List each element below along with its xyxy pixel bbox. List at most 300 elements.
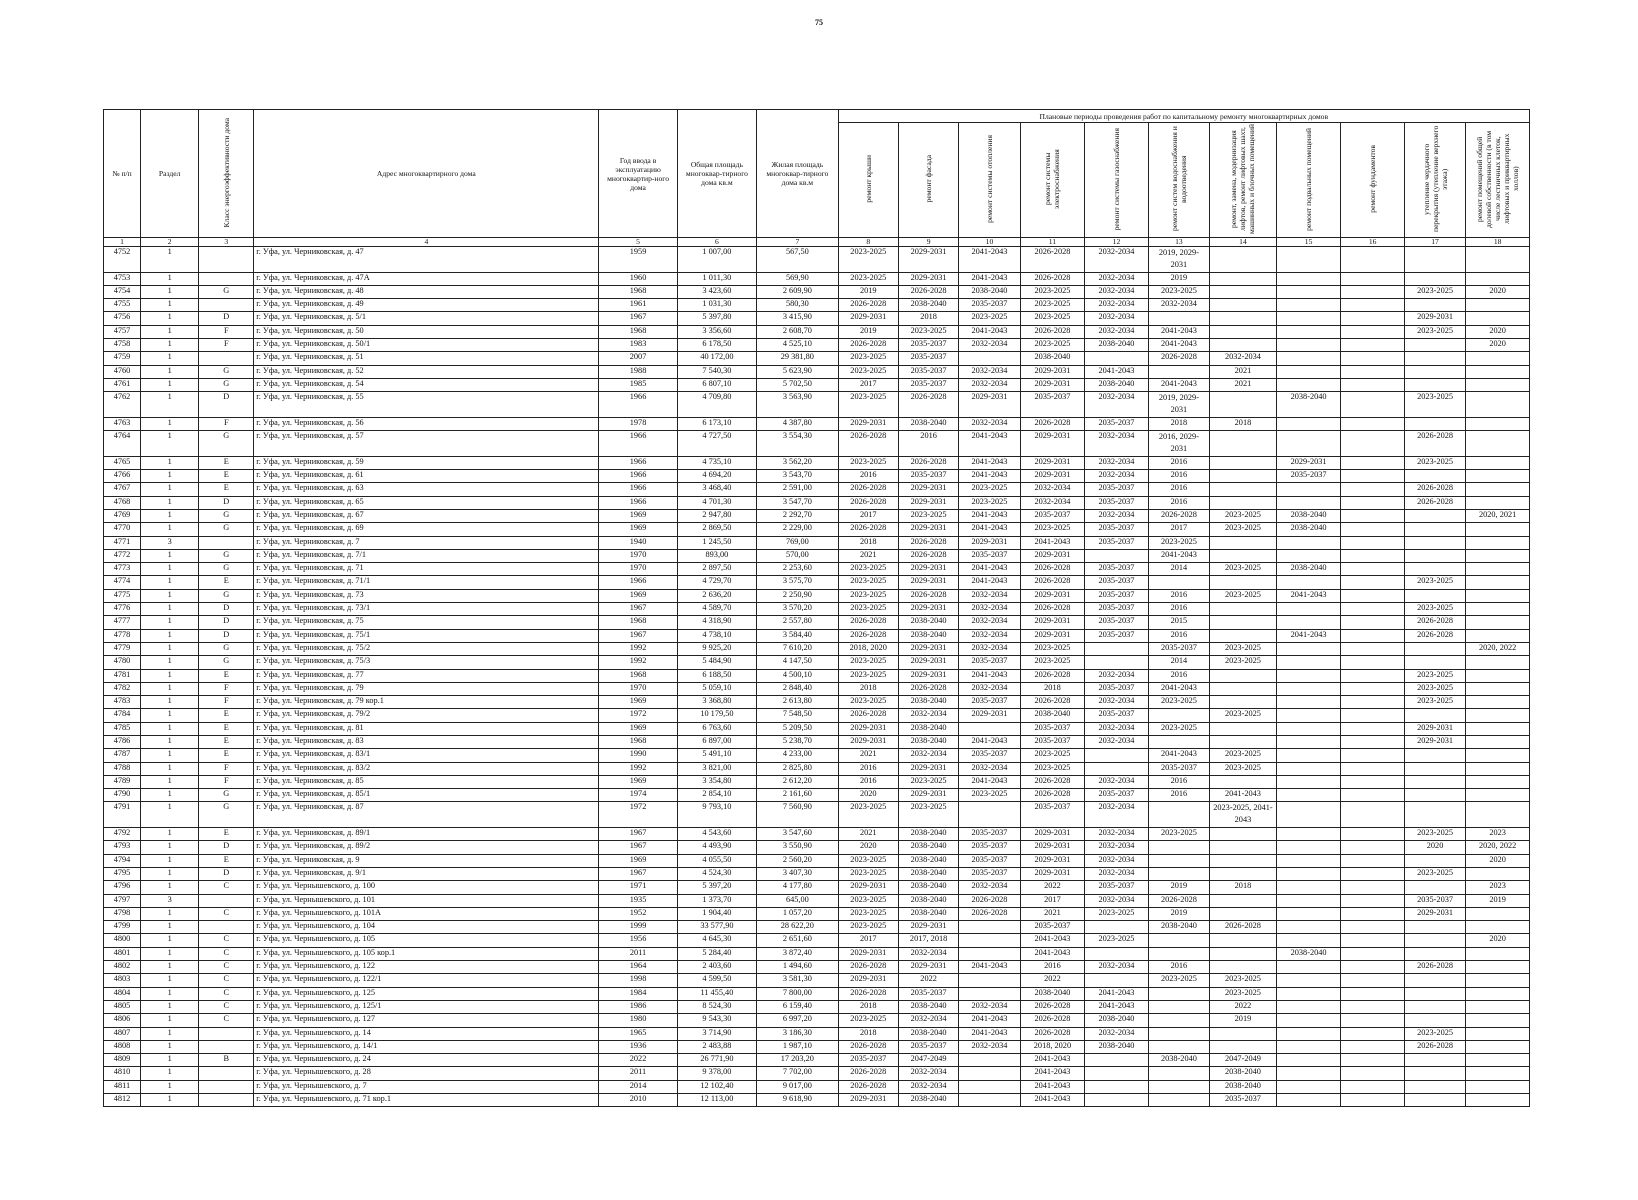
cell-common-premises-repair	[1466, 563, 1530, 576]
cell-attic-insulation: 2020	[1404, 841, 1465, 854]
cell-facade-repair: 2023-2025	[898, 802, 958, 828]
cell-water-repair	[1148, 854, 1209, 867]
cell-total-area: 9 925,20	[677, 642, 756, 655]
cell-address: г. Уфа, ул. Черниковская, д. 7	[254, 536, 599, 549]
cell-row-number: 4757	[104, 325, 141, 338]
cell-living-area: 6 997,20	[757, 1014, 839, 1027]
cell-water-repair: 2016	[1148, 496, 1209, 509]
cell-section: 1	[141, 841, 199, 854]
table-row	[104, 974, 1530, 987]
cell-gas-repair: 2038-2040	[1085, 1014, 1149, 1027]
cell-facade-repair: 2018	[898, 312, 958, 325]
cell-attic-insulation: 2035-2037	[1404, 894, 1465, 907]
page-number: 75	[815, 18, 823, 27]
cell-electricity-repair: 2021	[1020, 907, 1085, 920]
cell-common-premises-repair	[1466, 247, 1530, 273]
cell-foundation-repair	[1341, 749, 1405, 762]
cell-foundation-repair	[1341, 642, 1405, 655]
cell-facade-repair: 2038-2040	[898, 841, 958, 854]
cell-energy-class: E	[199, 854, 254, 867]
col-header-basement-label: ремонт подвальных помещений	[1304, 127, 1314, 231]
cell-row-number: 4811	[104, 1080, 141, 1093]
cell-row-number: 4769	[104, 509, 141, 522]
table-row	[104, 392, 1530, 418]
cell-basement-repair	[1276, 934, 1341, 947]
cell-section: 3	[141, 894, 199, 907]
cell-heating-repair: 2041-2043	[959, 576, 1020, 589]
cell-facade-repair: 2038-2040	[898, 629, 958, 642]
cell-common-premises-repair: 2019	[1466, 894, 1530, 907]
cell-living-area: 4 147,50	[757, 656, 839, 669]
cell-water-repair	[1148, 576, 1209, 589]
cell-gas-repair: 2032-2034	[1085, 470, 1149, 483]
col-header-roof	[838, 123, 898, 238]
cell-basement-repair	[1276, 894, 1341, 907]
cell-attic-insulation	[1404, 642, 1465, 655]
cell-year-built: 2014	[599, 1080, 677, 1093]
cell-year-built: 1986	[599, 1000, 677, 1013]
cell-total-area: 4 543,60	[677, 828, 756, 841]
cell-year-built: 1966	[599, 431, 677, 457]
cell-living-area: 3 575,70	[757, 576, 839, 589]
column-number: 14	[1210, 238, 1277, 247]
col-header-attic-insulation-label: утепление чердачного перекрытия (утепление верхнего этажа)	[1421, 125, 1449, 233]
cell-electricity-repair: 2023-2025	[1020, 762, 1085, 775]
cell-row-number: 4754	[104, 285, 141, 298]
cell-foundation-repair	[1341, 339, 1405, 352]
cell-facade-repair: 2026-2028	[898, 456, 958, 469]
cell-facade-repair: 2038-2040	[898, 1000, 958, 1013]
cell-attic-insulation: 2029-2031	[1404, 907, 1465, 920]
cell-elevator-repair	[1210, 299, 1277, 312]
cell-water-repair	[1148, 312, 1209, 325]
cell-section: 1	[141, 576, 199, 589]
cell-heating-repair: 2041-2043	[959, 509, 1020, 522]
cell-water-repair: 2041-2043	[1148, 325, 1209, 338]
cell-elevator-repair	[1210, 576, 1277, 589]
cell-common-premises-repair	[1466, 722, 1530, 735]
cell-total-area: 4 599,50	[677, 974, 756, 987]
col-header-year: Год ввода в эксплуатацию многоквартир-ного дома	[599, 110, 677, 238]
cell-gas-repair: 2035-2037	[1085, 709, 1149, 722]
table-row	[104, 642, 1530, 655]
cell-foundation-repair	[1341, 1054, 1405, 1067]
cell-common-premises-repair: 2020, 2022	[1466, 642, 1530, 655]
cell-living-area: 3 547,60	[757, 828, 839, 841]
cell-roof-repair: 2023-2025	[838, 365, 898, 378]
cell-elevator-repair	[1210, 392, 1277, 418]
cell-gas-repair	[1085, 749, 1149, 762]
cell-heating-repair	[959, 1080, 1020, 1093]
cell-gas-repair: 2035-2037	[1085, 682, 1149, 695]
cell-water-repair: 2016	[1148, 483, 1209, 496]
cell-gas-repair: 2032-2034	[1085, 854, 1149, 867]
cell-electricity-repair: 2026-2028	[1020, 563, 1085, 576]
cell-address: г. Уфа, ул. Черниковская, д. 89/1	[254, 828, 599, 841]
cell-living-area: 1 057,20	[757, 907, 839, 920]
cell-section: 1	[141, 1027, 199, 1040]
cell-foundation-repair	[1341, 1000, 1405, 1013]
cell-attic-insulation: 2026-2028	[1404, 629, 1465, 642]
cell-section: 1	[141, 325, 199, 338]
cell-electricity-repair: 2041-2043	[1020, 1054, 1085, 1067]
cell-living-area: 2 651,60	[757, 934, 839, 947]
cell-elevator-repair	[1210, 961, 1277, 974]
cell-roof-repair: 2026-2028	[838, 616, 898, 629]
col-header-basement	[1276, 123, 1341, 238]
col-header-gas	[1085, 123, 1149, 238]
cell-attic-insulation	[1404, 549, 1465, 562]
cell-total-area: 33 577,90	[677, 921, 756, 934]
cell-elevator-repair: 2018	[1210, 417, 1277, 430]
cell-total-area: 12 102,40	[677, 1080, 756, 1093]
cell-electricity-repair: 2022	[1020, 974, 1085, 987]
cell-year-built: 1935	[599, 894, 677, 907]
cell-gas-repair: 2032-2034	[1085, 802, 1149, 828]
cell-heating-repair: 2032-2034	[959, 616, 1020, 629]
cell-water-repair: 2016, 2029-2031	[1148, 431, 1209, 457]
cell-gas-repair: 2035-2037	[1085, 603, 1149, 616]
column-numbers-row	[104, 238, 1530, 247]
col-header-electricity-label: ремонт системы электроснабжения	[1043, 149, 1062, 209]
cell-facade-repair: 2017, 2018	[898, 934, 958, 947]
column-number: 16	[1341, 238, 1405, 247]
cell-address: г. Уфа, ул. Черниковская, д. 65	[254, 496, 599, 509]
cell-electricity-repair: 2018, 2020	[1020, 1040, 1085, 1053]
cell-energy-class: E	[199, 828, 254, 841]
cell-address: г. Уфа, ул. Черниковская, д. 7/1	[254, 549, 599, 562]
cell-roof-repair: 2029-2031	[838, 1094, 898, 1107]
cell-living-area: 3 186,30	[757, 1027, 839, 1040]
cell-roof-repair: 2018	[838, 536, 898, 549]
cell-energy-class: D	[199, 496, 254, 509]
cell-basement-repair	[1276, 417, 1341, 430]
cell-energy-class	[199, 1080, 254, 1093]
cell-year-built: 1969	[599, 775, 677, 788]
cell-water-repair	[1148, 1080, 1209, 1093]
cell-foundation-repair	[1341, 1040, 1405, 1053]
cell-attic-insulation	[1404, 802, 1465, 828]
cell-basement-repair	[1276, 365, 1341, 378]
table-row	[104, 247, 1530, 273]
cell-roof-repair: 2020	[838, 841, 898, 854]
cell-living-area: 7 800,00	[757, 987, 839, 1000]
cell-section: 1	[141, 749, 199, 762]
table-row	[104, 696, 1530, 709]
cell-energy-class: G	[199, 656, 254, 669]
cell-total-area: 2 403,60	[677, 961, 756, 974]
cell-attic-insulation: 2023-2025	[1404, 669, 1465, 682]
cell-year-built: 1969	[599, 696, 677, 709]
cell-year-built: 2010	[599, 1094, 677, 1107]
cell-foundation-repair	[1341, 603, 1405, 616]
cell-section: 1	[141, 1000, 199, 1013]
cell-facade-repair: 2029-2031	[898, 642, 958, 655]
cell-basement-repair	[1276, 642, 1341, 655]
cell-heating-repair: 2035-2037	[959, 867, 1020, 880]
cell-electricity-repair: 2029-2031	[1020, 378, 1085, 391]
capital-repair-table-sheet	[103, 109, 1530, 1107]
cell-elevator-repair: 2021	[1210, 378, 1277, 391]
cell-basement-repair	[1276, 881, 1341, 894]
cell-gas-repair	[1085, 549, 1149, 562]
cell-facade-repair: 2023-2025	[898, 775, 958, 788]
cell-year-built: 1969	[599, 722, 677, 735]
cell-address: г. Уфа, ул. Чернышевского, д. 28	[254, 1067, 599, 1080]
cell-address: г. Уфа, ул. Чернышевского, д. 101А	[254, 907, 599, 920]
cell-foundation-repair	[1341, 854, 1405, 867]
cell-water-repair: 2016	[1148, 669, 1209, 682]
cell-water-repair	[1148, 1067, 1209, 1080]
cell-roof-repair: 2016	[838, 762, 898, 775]
cell-address: г. Уфа, ул. Черниковская, д. 9/1	[254, 867, 599, 880]
table-header	[104, 110, 1530, 247]
cell-electricity-repair: 2023-2025	[1020, 285, 1085, 298]
cell-section: 1	[141, 629, 199, 642]
cell-electricity-repair: 2026-2028	[1020, 669, 1085, 682]
cell-attic-insulation	[1404, 523, 1465, 536]
cell-facade-repair: 2029-2031	[898, 563, 958, 576]
cell-section: 1	[141, 775, 199, 788]
cell-year-built: 1964	[599, 961, 677, 974]
cell-living-area: 3 581,30	[757, 974, 839, 987]
cell-energy-class: E	[199, 576, 254, 589]
cell-living-area: 4 525,10	[757, 339, 839, 352]
cell-water-repair: 2016	[1148, 589, 1209, 602]
cell-water-repair	[1148, 709, 1209, 722]
cell-energy-class: G	[199, 589, 254, 602]
cell-water-repair	[1148, 841, 1209, 854]
cell-year-built: 1967	[599, 841, 677, 854]
cell-foundation-repair	[1341, 509, 1405, 522]
cell-living-area: 5 623,90	[757, 365, 839, 378]
cell-electricity-repair: 2017	[1020, 894, 1085, 907]
cell-heating-repair: 2035-2037	[959, 841, 1020, 854]
cell-roof-repair: 2026-2028	[838, 1080, 898, 1093]
cell-facade-repair: 2029-2031	[898, 247, 958, 273]
cell-energy-class: E	[199, 722, 254, 735]
cell-foundation-repair	[1341, 789, 1405, 802]
cell-water-repair: 2023-2025	[1148, 722, 1209, 735]
cell-total-area: 6 173,10	[677, 417, 756, 430]
cell-attic-insulation	[1404, 352, 1465, 365]
cell-energy-class: D	[199, 616, 254, 629]
cell-basement-repair	[1276, 616, 1341, 629]
cell-attic-insulation: 2026-2028	[1404, 961, 1465, 974]
cell-water-repair: 2023-2025	[1148, 285, 1209, 298]
column-number: 1	[104, 238, 141, 247]
cell-total-area: 4 589,70	[677, 603, 756, 616]
cell-section: 1	[141, 1054, 199, 1067]
cell-living-area: 3 584,40	[757, 629, 839, 642]
cell-heating-repair	[959, 934, 1020, 947]
cell-water-repair: 2026-2028	[1148, 509, 1209, 522]
cell-basement-repair	[1276, 576, 1341, 589]
cell-basement-repair: 2038-2040	[1276, 509, 1341, 522]
cell-row-number: 4755	[104, 299, 141, 312]
table-row	[104, 563, 1530, 576]
cell-attic-insulation	[1404, 775, 1465, 788]
cell-facade-repair: 2026-2028	[898, 285, 958, 298]
cell-foundation-repair	[1341, 470, 1405, 483]
cell-foundation-repair	[1341, 921, 1405, 934]
table-row	[104, 1027, 1530, 1040]
cell-energy-class: C	[199, 961, 254, 974]
cell-roof-repair: 2023-2025	[838, 696, 898, 709]
cell-elevator-repair	[1210, 735, 1277, 748]
cell-section: 1	[141, 365, 199, 378]
cell-row-number: 4758	[104, 339, 141, 352]
cell-elevator-repair	[1210, 1027, 1277, 1040]
cell-roof-repair: 2026-2028	[838, 1040, 898, 1053]
cell-basement-repair	[1276, 312, 1341, 325]
cell-basement-repair	[1276, 1080, 1341, 1093]
cell-attic-insulation	[1404, 656, 1465, 669]
cell-section: 1	[141, 509, 199, 522]
cell-row-number: 4763	[104, 417, 141, 430]
cell-elevator-repair	[1210, 867, 1277, 880]
cell-living-area: 3 570,20	[757, 603, 839, 616]
table-row	[104, 312, 1530, 325]
cell-total-area: 2 897,50	[677, 563, 756, 576]
cell-electricity-repair: 2026-2028	[1020, 696, 1085, 709]
cell-roof-repair: 2023-2025	[838, 894, 898, 907]
cell-energy-class: D	[199, 841, 254, 854]
cell-roof-repair: 2020	[838, 789, 898, 802]
cell-basement-repair	[1276, 1054, 1341, 1067]
cell-common-premises-repair	[1466, 749, 1530, 762]
table-row	[104, 299, 1530, 312]
cell-water-repair: 2041-2043	[1148, 749, 1209, 762]
cell-common-premises-repair	[1466, 1054, 1530, 1067]
cell-heating-repair: 2041-2043	[959, 961, 1020, 974]
cell-section: 1	[141, 709, 199, 722]
cell-row-number: 4806	[104, 1014, 141, 1027]
cell-address: г. Уфа, ул. Чернышевского, д. 100	[254, 881, 599, 894]
cell-facade-repair: 2035-2037	[898, 378, 958, 391]
cell-foundation-repair	[1341, 894, 1405, 907]
cell-gas-repair	[1085, 762, 1149, 775]
cell-basement-repair	[1276, 987, 1341, 1000]
cell-address: г. Уфа, ул. Черниковская, д. 54	[254, 378, 599, 391]
cell-electricity-repair: 2029-2031	[1020, 867, 1085, 880]
cell-foundation-repair	[1341, 629, 1405, 642]
cell-total-area: 11 455,40	[677, 987, 756, 1000]
cell-gas-repair: 2023-2025	[1085, 934, 1149, 947]
cell-foundation-repair	[1341, 325, 1405, 338]
cell-roof-repair: 2016	[838, 775, 898, 788]
cell-attic-insulation	[1404, 1094, 1465, 1107]
cell-water-repair: 2019, 2029-2031	[1148, 392, 1209, 418]
cell-electricity-repair: 2038-2040	[1020, 352, 1085, 365]
cell-electricity-repair: 2035-2037	[1020, 722, 1085, 735]
cell-year-built: 1983	[599, 339, 677, 352]
cell-water-repair: 2023-2025	[1148, 696, 1209, 709]
cell-energy-class: F	[199, 339, 254, 352]
cell-water-repair: 2038-2040	[1148, 1054, 1209, 1067]
table-row	[104, 722, 1530, 735]
cell-address: г. Уфа, ул. Чернышевского, д. 125/1	[254, 1000, 599, 1013]
cell-section: 1	[141, 642, 199, 655]
cell-address: г. Уфа, ул. Черниковская, д. 83/1	[254, 749, 599, 762]
cell-year-built: 1990	[599, 749, 677, 762]
table-row	[104, 603, 1530, 616]
cell-elevator-repair	[1210, 616, 1277, 629]
cell-common-premises-repair	[1466, 365, 1530, 378]
cell-gas-repair: 2032-2034	[1085, 299, 1149, 312]
cell-address: г. Уфа, ул. Чернышевского, д. 125	[254, 987, 599, 1000]
cell-electricity-repair: 2029-2031	[1020, 549, 1085, 562]
cell-elevator-repair: 2038-2040	[1210, 1080, 1277, 1093]
col-header-elevators-label: ремонт, замена, модернизация лифтов, ремонт лифтовых шахт, машинных и блочных помещений	[1229, 124, 1257, 234]
cell-common-premises-repair	[1466, 470, 1530, 483]
cell-address: г. Уфа, ул. Черниковская, д. 75/1	[254, 629, 599, 642]
cell-total-area: 6 763,60	[677, 722, 756, 735]
cell-living-area: 3 872,40	[757, 947, 839, 960]
cell-attic-insulation: 2023-2025	[1404, 392, 1465, 418]
cell-heating-repair: 2032-2034	[959, 378, 1020, 391]
cell-year-built: 1980	[599, 1014, 677, 1027]
cell-total-area: 4 524,30	[677, 867, 756, 880]
cell-total-area: 4 709,80	[677, 392, 756, 418]
cell-elevator-repair	[1210, 536, 1277, 549]
cell-total-area: 2 636,20	[677, 589, 756, 602]
cell-gas-repair: 2032-2034	[1085, 722, 1149, 735]
cell-elevator-repair	[1210, 934, 1277, 947]
cell-roof-repair: 2029-2031	[838, 735, 898, 748]
cell-section: 1	[141, 378, 199, 391]
cell-common-premises-repair: 2020, 2021	[1466, 509, 1530, 522]
cell-year-built: 1992	[599, 656, 677, 669]
cell-total-area: 9 793,10	[677, 802, 756, 828]
cell-address: г. Уфа, ул. Черниковская, д. 47	[254, 247, 599, 273]
cell-gas-repair: 2035-2037	[1085, 536, 1149, 549]
cell-basement-repair	[1276, 1000, 1341, 1013]
cell-common-premises-repair	[1466, 907, 1530, 920]
cell-elevator-repair	[1210, 894, 1277, 907]
cell-section: 1	[141, 762, 199, 775]
cell-heating-repair: 2032-2034	[959, 682, 1020, 695]
cell-year-built: 1967	[599, 312, 677, 325]
table-row	[104, 417, 1530, 430]
cell-year-built: 2007	[599, 352, 677, 365]
cell-common-premises-repair	[1466, 431, 1530, 457]
cell-address: г. Уфа, ул. Черниковская, д. 67	[254, 509, 599, 522]
cell-foundation-repair	[1341, 709, 1405, 722]
cell-foundation-repair	[1341, 616, 1405, 629]
cell-attic-insulation: 2023-2025	[1404, 285, 1465, 298]
cell-water-repair	[1148, 1094, 1209, 1107]
cell-address: г. Уфа, ул. Черниковская, д. 79 кор.1	[254, 696, 599, 709]
cell-water-repair: 2014	[1148, 656, 1209, 669]
cell-gas-repair: 2032-2034	[1085, 775, 1149, 788]
cell-foundation-repair	[1341, 536, 1405, 549]
cell-row-number: 4799	[104, 921, 141, 934]
cell-gas-repair: 2032-2034	[1085, 735, 1149, 748]
table-row	[104, 775, 1530, 788]
cell-basement-repair	[1276, 762, 1341, 775]
cell-water-repair: 2016	[1148, 470, 1209, 483]
cell-common-premises-repair	[1466, 299, 1530, 312]
cell-total-area: 4 645,30	[677, 934, 756, 947]
table-row	[104, 987, 1530, 1000]
cell-elevator-repair	[1210, 456, 1277, 469]
cell-gas-repair: 2032-2034	[1085, 1027, 1149, 1040]
cell-facade-repair: 2029-2031	[898, 656, 958, 669]
cell-common-premises-repair	[1466, 603, 1530, 616]
cell-foundation-repair	[1341, 247, 1405, 273]
cell-electricity-repair: 2026-2028	[1020, 247, 1085, 273]
